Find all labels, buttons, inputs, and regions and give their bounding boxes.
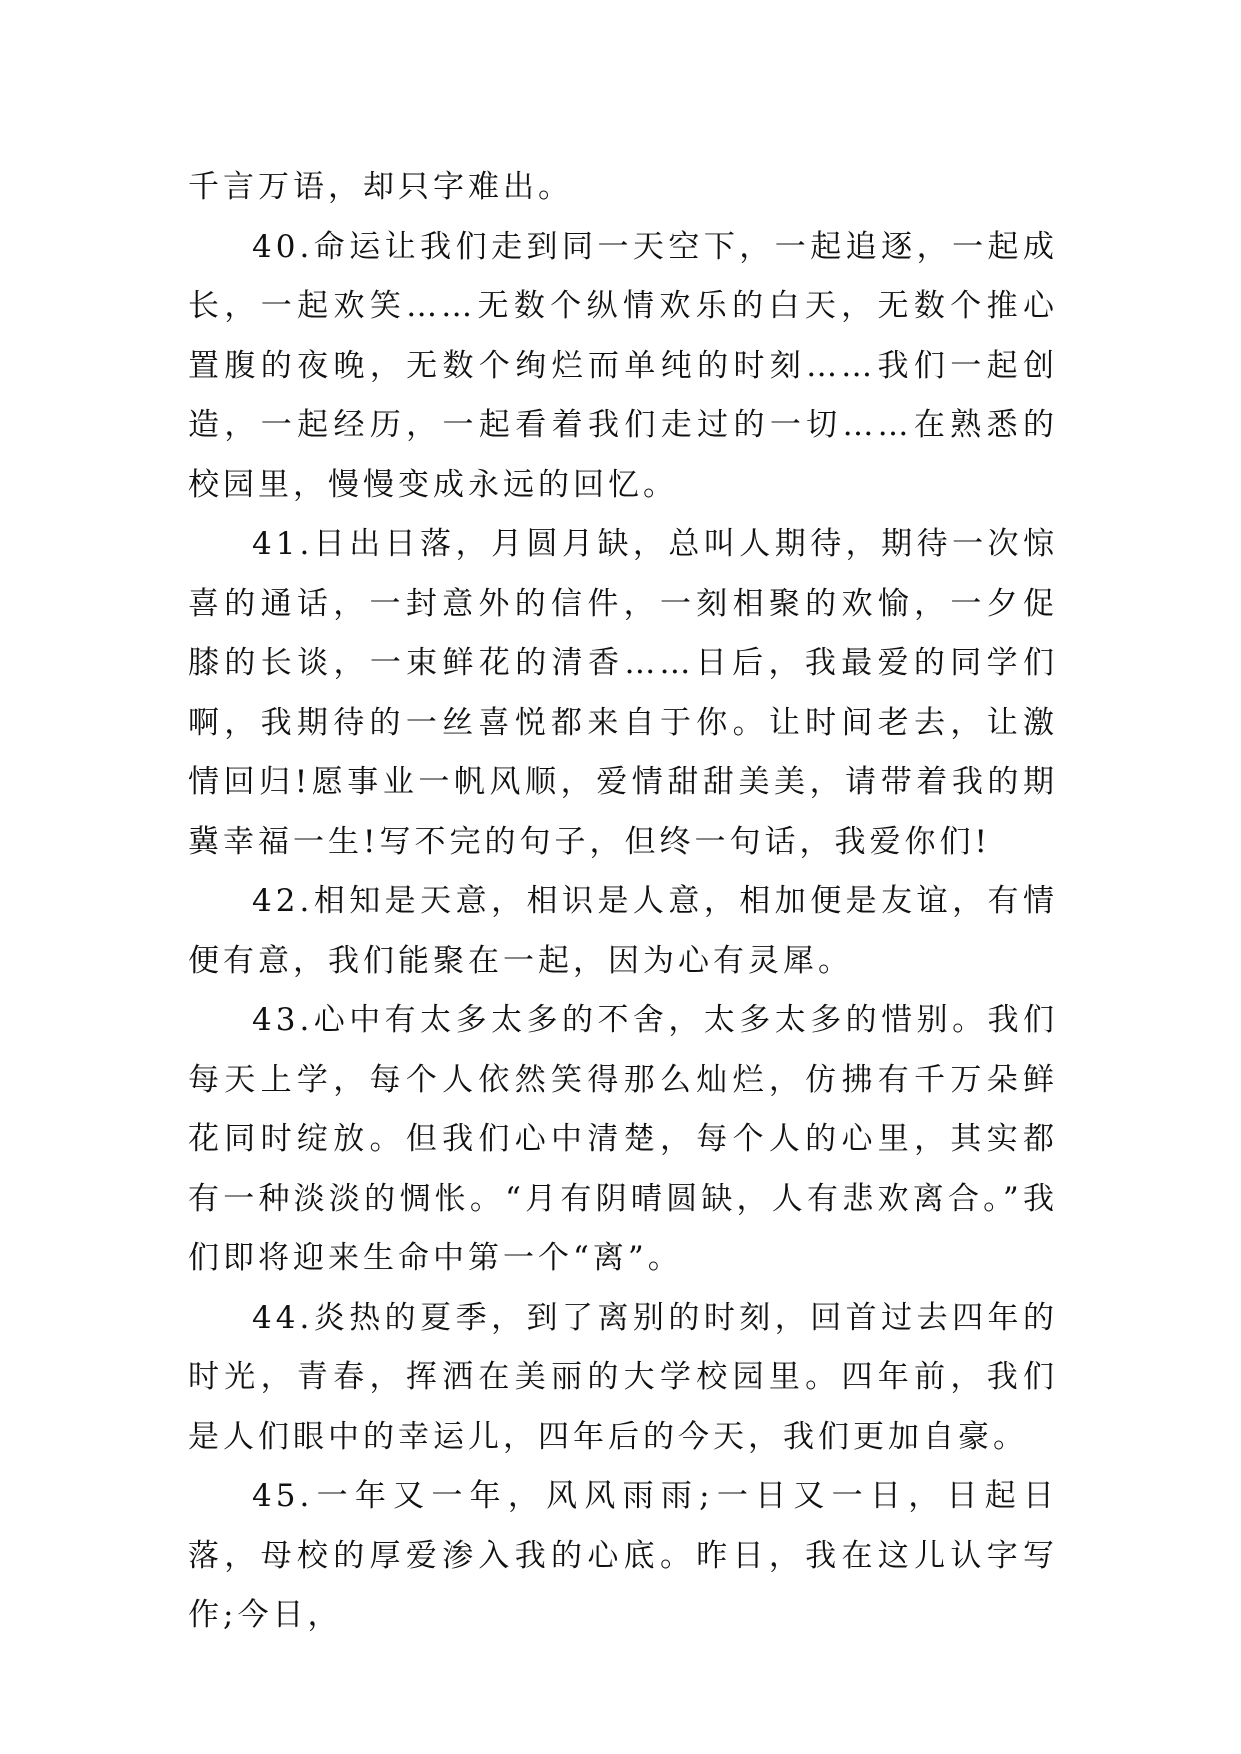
paragraph-40: 40.命运让我们走到同一天空下，一起追逐，一起成长，一起欢笑……无数个纵情欢乐的白天，无数个推心置腹的夜晚，无数个绚烂而单纯的时刻……我们一起创造，一起经历，一起看着我们走过的一切……在熟悉的校园里，慢慢变成永远的回忆。 bbox=[188, 228, 1058, 503]
paragraph-42: 42.相知是天意，相识是人意，相加便是友谊，有情便有意，我们能聚在一起，因为心有灵犀。 bbox=[188, 883, 1058, 979]
paragraph-continuation: 千言万语，却只字难出。 bbox=[188, 169, 573, 205]
paragraph-44: 44.炎热的夏季，到了离别的时刻，回首过去四年的时光，青春，挥洒在美丽的大学校园里。四年前，我们是人们眼中的幸运儿，四年后的今天，我们更加自豪。 bbox=[188, 1299, 1058, 1455]
paragraph-41: 41.日出日落，月圆月缺，总叫人期待，期待一次惊喜的通话，一封意外的信件，一刻相聚的欢愉，一夕促膝的长谈，一束鲜花的清香……日后，我最爱的同学们啊，我期待的一丝喜悦都来自于你。让时间老去，让激情回归!愿事业一帆风顺，爱情甜甜美美，请带着我的期冀幸福一生!写不完的句子，但终一句话，我爱你们! bbox=[188, 526, 1058, 860]
paragraph-43: 43.心中有太多太多的不舍，太多太多的惜别。我们每天上学，每个人依然笑得那么灿烂，仿拂有千万朵鲜花同时绽放。但我们心中清楚，每个人的心里，其实都有一种淡淡的惆怅。“月有阴晴圆缺，人有悲欢离合。”我们即将迎来生命中第一个“离”。 bbox=[188, 1002, 1058, 1276]
document-body bbox=[188, 158, 1058, 1646]
paragraph-45: 45.一年又一年，风风雨雨;一日又一日，日起日落，母校的厚爱渗入我的心底。昨日，我在这儿认字写作;今日， bbox=[188, 1478, 1058, 1633]
